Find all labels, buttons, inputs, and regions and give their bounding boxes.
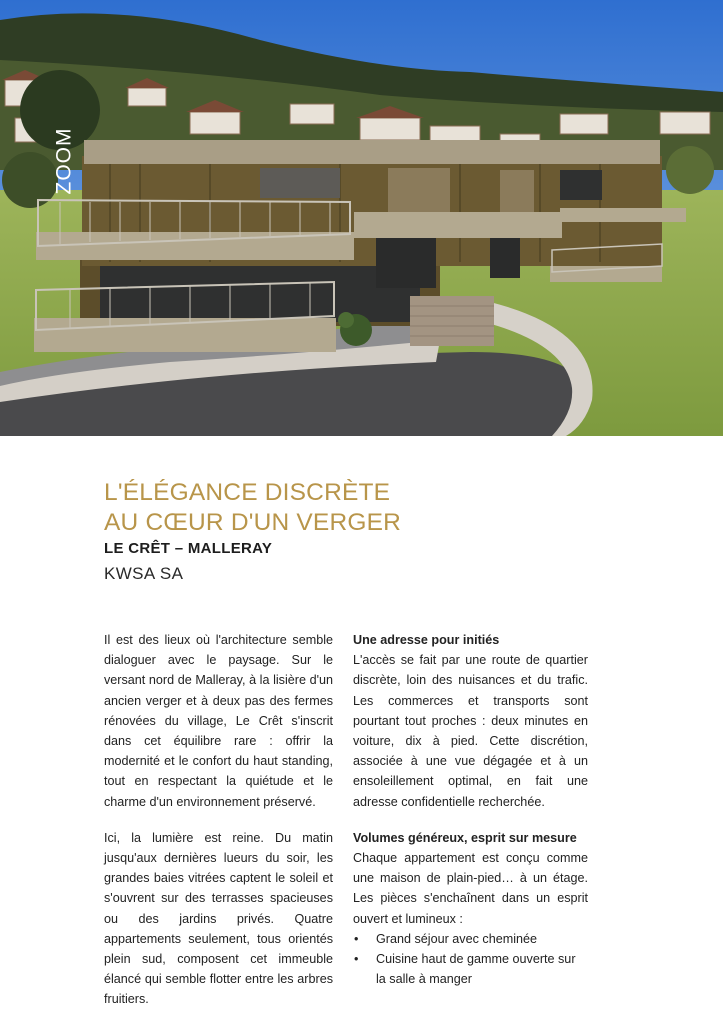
section-volumes [353,828,588,990]
paragraph: Chaque appartement est conçu comme une maison de plain-pied… à un étage. Les pièces s'enchaînent dans un esprit ouvert et lumineux : [353,851,588,926]
article-subtitle: LE CRÊT – MALLERAY [104,540,273,557]
text-column-right [353,630,588,989]
list-item: • Cuisine haut de gamme ouverte sur la salle à manger [353,949,588,989]
feature-list [353,929,588,990]
section-tag-label: ZOOM [52,127,75,195]
section-access [353,630,588,812]
article-title-line-2: AU CŒUR D'UN VERGER [104,509,402,536]
text-column-left [104,630,333,1010]
section-tag [51,116,77,206]
paragraph: Il est des lieux où l'architecture semble dialoguer avec le paysage. Sur le versant nord de Malleray, à la lisière d'un ancien verger et à deux pas des fermes rénovées du village, Le Crêt s'inscrit dans cet équilibre rare : offrir la modernité et le confort du haut standing, tout en respectant la quiétude et le charme d'un environnement préservé. [104,633,333,809]
hero-photo [0,0,723,436]
section-heading: Une adresse pour initiés [353,633,500,647]
company-name: KWSA SA [104,564,184,583]
article-title-line-1: L'ÉLÉGANCE DISCRÈTE [104,479,391,506]
paragraph: L'accès se fait par une route de quartier discrète, loin des nuisances et du trafic. Les commerces et transports sont pourtant tout proches : deux minutes en voiture, dix à pied. Cette discrétion, associée à une vue dégagée et à un ensoleillement optimal, en fait une adresse confidentielle recherchée. [353,653,588,809]
article-title [104,478,624,538]
paragraph: Ici, la lumière est reine. Du matin jusqu'aux dernières lueurs du soir, les grandes baies vitrées captent le soleil et s'ouvrent sur des terrasses spacieuses ou des jardins privés. Quatre appartements seulement, tous orientés plein sud, composent cet immeuble élancé qui semble flotter entre les arbres fruitiers. [104,830,333,1007]
section-heading: Volumes généreux, esprit sur mesure [353,830,577,845]
building-photo [0,0,723,436]
list-item: • Grand séjour avec cheminée [353,929,588,949]
